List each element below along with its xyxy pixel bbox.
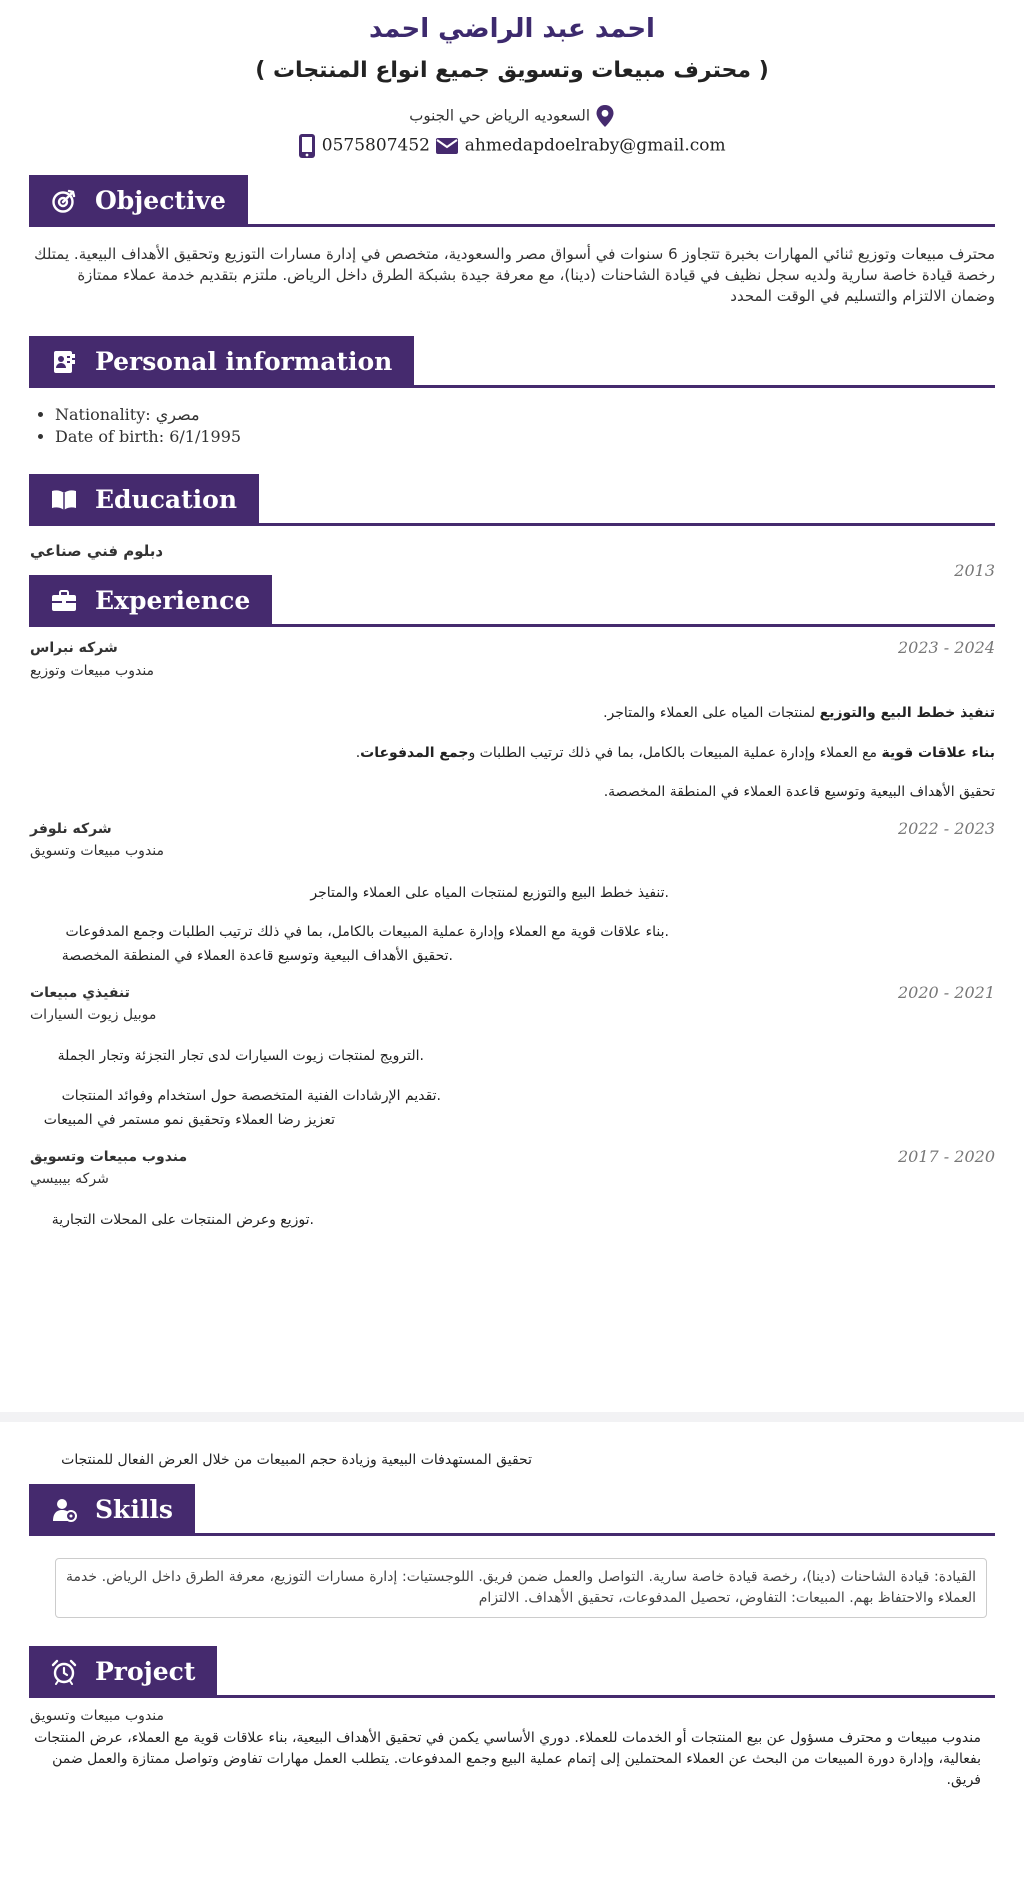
job-company: شركه نلوفر	[30, 821, 112, 837]
section-band	[29, 575, 272, 625]
candidate-title: ( محترف مبيعات وتسويق جميع انواع المنتجات )	[255, 58, 769, 83]
job-role: موبيل زيوت السيارات	[30, 1007, 157, 1023]
job-duty: .تحقيق الأهداف البيعية وتوسيع قاعدة العملاء في المنطقة المخصصة	[61, 948, 453, 964]
email-text: ahmedapdoelraby@gmail.com	[464, 135, 726, 156]
section-title: Skills	[95, 1495, 173, 1524]
section-band	[29, 175, 248, 225]
section-title: Experience	[95, 586, 251, 615]
phone-icon	[298, 133, 316, 159]
book-icon	[51, 487, 77, 513]
skills-box: القيادة: قيادة الشاحنات (دينا)، رخصة قيادة خاصة سارية. التواصل والعمل ضمن فريق. اللوجستيات: إدارة مسارات التوزيع، معرفة الطرق داخل الرياض. خدمة العملاء والاحتفاظ بهم. المبيعات: التفاوض، تحصيل المدفوعات، تحقيق الأهداف. الالتزام	[55, 1558, 987, 1618]
section-rule	[29, 224, 995, 227]
envelope-icon	[435, 137, 459, 155]
job-date: 2023 - 2024	[897, 638, 995, 657]
section-band	[29, 474, 259, 524]
date-of-birth-item: • Date of birth: 6/1/1995	[55, 426, 455, 448]
section-education	[29, 474, 995, 526]
personal-info-list	[29, 404, 455, 448]
section-rule	[29, 385, 995, 388]
job-company: تنفيذي مبيعات	[30, 985, 130, 1001]
job-duty: .تقديم الإرشادات الفنية المتخصصة حول استخدام وفوائد المنتجات	[61, 1088, 441, 1104]
duty-bold: بناء علاقات قوية	[881, 745, 995, 761]
phone-text: 0575807452	[321, 135, 430, 156]
duty-text: لمنتجات المياه على العملاء والمتاجر.	[603, 705, 820, 721]
skills-icon	[51, 1497, 77, 1523]
section-title: Education	[95, 485, 238, 514]
section-band	[29, 336, 414, 386]
job-duty	[29, 703, 995, 723]
section-personal-information	[29, 336, 995, 388]
job-date: 2020 - 2021	[897, 983, 995, 1002]
section-project	[29, 1646, 995, 1698]
section-skills	[29, 1484, 995, 1536]
education-degree: دبلوم فني صناعي	[30, 542, 164, 560]
section-title: Project	[95, 1657, 196, 1686]
job-role: مندوب مبيعات وتسويق	[30, 843, 165, 859]
briefcase-icon	[51, 588, 77, 614]
job-role: مندوب مبيعات وتوزيع	[30, 663, 155, 679]
map-pin-icon	[595, 104, 615, 128]
job-date: 2017 - 2020	[897, 1147, 995, 1166]
section-rule	[29, 1533, 995, 1536]
address-line	[0, 104, 1024, 128]
project-text: مندوب مبيعات و محترف مسؤول عن بيع المنتجات أو الخدمات للعملاء. دوري الأساسي يكمن في تحقيق الأهداف البيعية، بناء علاقات قوية مع العملاء، عرض المنتجات بفعالية، وإدارة دورة المبيعات من البحث عن العملاء المحتملين إلى إتمام عملية البيع وجمع المدفوعات. يتطلب العمل مهارات تفاوض وتواصل ممتازة والعمل ضمن فريق.	[34, 1730, 981, 1788]
job-duty	[29, 743, 995, 763]
duty-text: .	[355, 745, 361, 761]
candidate-name: احمد عبد الراضي احمد	[369, 14, 655, 44]
continued-duty: تحقيق المستهدفات البيعية وزيادة حجم المبيعات من خلال العرض الفعال للمنتجات	[61, 1452, 532, 1468]
section-rule	[29, 523, 995, 526]
section-objective	[29, 175, 995, 227]
job-company: شركه نبراس	[30, 640, 118, 656]
job-company: مندوب مبيعات وتسويق	[30, 1149, 188, 1165]
alarm-clock-icon	[51, 1659, 77, 1685]
section-title: Personal information	[95, 347, 393, 376]
section-rule	[29, 1695, 995, 1698]
contact-card-icon	[51, 349, 77, 375]
section-experience	[29, 575, 995, 627]
job-duty: .بناء علاقات قوية مع العملاء وإدارة عملية المبيعات بالكامل، بما في ذلك ترتيب الطلبات وجمع المدفوعات	[65, 924, 669, 940]
target-icon	[51, 188, 77, 214]
job-duty: .تنفيذ خطط البيع والتوزيع لمنتجات المياه على العملاء والمتاجر	[310, 885, 669, 901]
project-role: مندوب مبيعات وتسويق	[30, 1708, 165, 1724]
section-rule	[29, 624, 995, 627]
nationality-item: • Nationality: مصري	[55, 404, 455, 426]
address-text: السعوديه الرياض حي الجنوب	[409, 106, 590, 125]
duty-text: مع العملاء وإدارة عملية المبيعات بالكامل، بما في ذلك ترتيب الطلبات و	[468, 745, 882, 761]
job-role: شركه بيبيسي	[30, 1171, 109, 1187]
section-title: Objective	[95, 186, 226, 215]
duty-bold: تنفيذ خطط البيع والتوزيع	[819, 705, 995, 721]
education-year: 2013	[954, 561, 995, 580]
duty-bold: جمع المدفوعات	[360, 745, 469, 761]
job-duty: .توزيع وعرض المنتجات على المحلات التجارية	[51, 1212, 314, 1228]
resume-page-2	[0, 1422, 1024, 1882]
objective-text: محترف مبيعات وتوزيع ثنائي المهارات بخبرة تتجاوز 6 سنوات في أسواق مصر والسعودية، متخصص في إدارة مسارات التوزيع وتحقيق الأهداف البيعية. يمتلك رخصة قيادة خاصة سارية ولديه سجل نظيف في قيادة الشاحنات (دينا)، مع معرفة جيدة بشبكة الطرق داخل الرياض. ملتزم بتقديم خدمة عملاء ممتازة وضمان الالتزام والتسليم في الوقت المحدد	[34, 245, 995, 305]
contact-line	[0, 133, 1024, 159]
job-duty: تحقيق الأهداف البيعية وتوسيع قاعدة العملاء في المنطقة المخصصة.	[603, 784, 995, 800]
job-duty: .الترويج لمنتجات زيوت السيارات لدى تجار التجزئة وتجار الجملة	[57, 1048, 424, 1064]
job-duty: تعزيز رضا العملاء وتحقيق نمو مستمر في المبيعات	[43, 1112, 335, 1128]
section-band	[29, 1484, 195, 1534]
section-band	[29, 1646, 217, 1696]
job-date: 2022 - 2023	[897, 819, 995, 838]
